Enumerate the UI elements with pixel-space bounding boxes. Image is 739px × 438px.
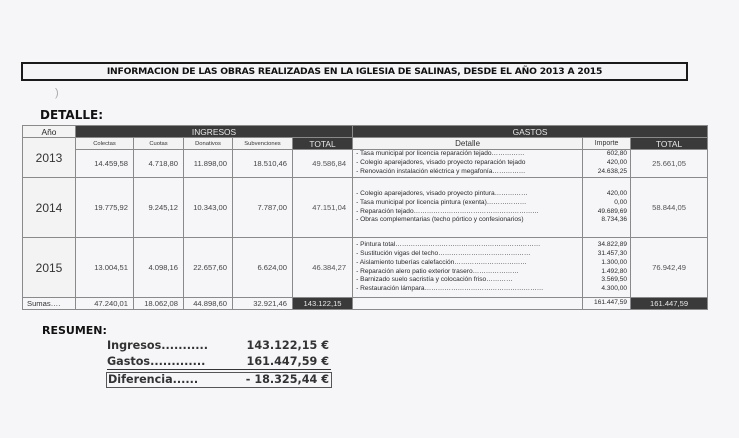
detalle-heading: DETALLE: xyxy=(40,108,103,122)
gasto-importe: 49.689,69 xyxy=(597,207,628,215)
header-cuotas: Cuotas xyxy=(134,138,184,150)
cuotas-cell: 9.245,12 xyxy=(134,178,184,238)
gasto-importe: 8.734,36 xyxy=(601,216,628,224)
ingresos-label: Ingresos........... xyxy=(107,339,208,352)
sumas-total-gastos: 161.447,59 xyxy=(631,298,708,310)
colectas-cell: 19.775,92 xyxy=(76,178,134,238)
sumas-detalle-empty xyxy=(353,298,583,310)
gasto-importe: 420,00 xyxy=(606,159,628,167)
sumas-subvenciones: 32.921,46 xyxy=(233,298,293,310)
donativos-cell: 22.657,60 xyxy=(184,238,233,298)
gasto-item: - Colegio aparejadores, visado proyecto pintura…………… xyxy=(356,190,528,198)
stray-mark: ) xyxy=(55,87,59,99)
gasto-item: - Reparación alero patio exterior trasero………………… xyxy=(356,267,519,275)
gasto-importe: 0,00 xyxy=(614,198,628,206)
gasto-item: - Barnizado suelo sacristía y colocación friso………… xyxy=(356,276,513,284)
gasto-importe: 1.300,00 xyxy=(601,258,628,266)
sumas-cuotas: 18.062,08 xyxy=(134,298,184,310)
diferencia-label: Diferencia...... xyxy=(108,373,199,386)
gastos-importe-cell xyxy=(583,238,631,298)
gasto-item: - Reparación tejado………………………………………………… xyxy=(356,207,539,215)
sumas-total-ingresos: 143.122,15 xyxy=(293,298,353,310)
gasto-importe: 24.638,25 xyxy=(597,167,628,175)
year-cell: 2013 xyxy=(23,138,76,178)
gasto-importe: 1.492,80 xyxy=(601,267,628,275)
donativos-cell: 11.898,00 xyxy=(184,150,233,178)
cuotas-cell: 4.098,16 xyxy=(134,238,184,298)
sumas-colectas: 47.240,01 xyxy=(76,298,134,310)
header-colectas: Colectas xyxy=(76,138,134,150)
gasto-item: - Renovación instalación eléctrica y megafonía…………… xyxy=(356,167,526,175)
document-title: INFORMACION DE LAS OBRAS REALIZADAS EN LA IGLESIA DE SALINAS, DESDE EL AÑO 2013 A 2015 xyxy=(21,62,688,81)
cuotas-cell: 4.718,80 xyxy=(134,150,184,178)
year-cell: 2015 xyxy=(23,238,76,298)
gastos-label: Gastos............. xyxy=(107,355,206,368)
gasto-item: - Aislamiento tuberías calefacción…………………………… xyxy=(356,258,527,266)
header-importe: Importe xyxy=(583,138,631,150)
resumen-gastos xyxy=(107,355,331,370)
ingresos-value: 143.122,15 € xyxy=(246,339,329,352)
table-row xyxy=(23,150,708,178)
year-cell: 2014 xyxy=(23,178,76,238)
total-gastos-cell: 25.661,05 xyxy=(631,150,708,178)
gasto-importe: 3.569,50 xyxy=(601,276,628,284)
gastos-detalle-cell xyxy=(353,150,583,178)
total-ingresos-cell: 47.151,04 xyxy=(293,178,353,238)
gasto-item: - Sustitución vigas del techo…………………………………… xyxy=(356,250,531,258)
gasto-importe: 31.457,30 xyxy=(597,250,628,258)
header-ingresos: INGRESOS xyxy=(76,126,353,138)
header-donativos: Donativos xyxy=(184,138,233,150)
table-row xyxy=(23,178,708,238)
resumen-heading: RESUMEN: xyxy=(42,324,107,337)
gasto-importe: 420,00 xyxy=(606,190,628,198)
donativos-cell: 10.343,00 xyxy=(184,178,233,238)
gastos-detalle-cell xyxy=(353,178,583,238)
header-ano: Año xyxy=(23,126,76,138)
gastos-value: 161.447,59 € xyxy=(246,355,329,368)
header-gastos: GASTOS xyxy=(353,126,708,138)
table-row xyxy=(23,238,708,298)
gasto-item: - Colegio aparejadores, visado proyecto reparación tejado xyxy=(356,159,526,167)
resumen-diferencia xyxy=(106,372,332,388)
diferencia-value: - 18.325,44 € xyxy=(245,373,329,386)
gasto-item: - Restauración lámpara……………………………………………… xyxy=(356,284,544,292)
total-gastos-cell: 58.844,05 xyxy=(631,178,708,238)
gastos-detalle-cell xyxy=(353,238,583,298)
gasto-item: - Obras complementarias (techo pórtico y confesionarios) xyxy=(356,216,524,224)
gastos-importe-cell xyxy=(583,178,631,238)
colectas-cell: 14.459,58 xyxy=(76,150,134,178)
detail-table xyxy=(22,125,708,310)
sumas-row xyxy=(23,298,708,310)
header-subvenciones: Subvenciones xyxy=(233,138,293,150)
header-total-gastos: TOTAL xyxy=(631,138,708,150)
gasto-item: - Tasa municipal por licencia reparación tejado…………… xyxy=(356,150,525,158)
total-gastos-cell: 76.942,49 xyxy=(631,238,708,298)
sumas-label: Sumas…. xyxy=(23,298,76,310)
header-total-ingresos: TOTAL xyxy=(293,138,353,150)
gasto-importe: 34.822,89 xyxy=(597,241,628,249)
sumas-importe: 161.447,59 xyxy=(583,298,631,310)
subvenciones-cell: 6.624,00 xyxy=(233,238,293,298)
header-detalle: Detalle xyxy=(353,138,583,150)
subvenciones-cell: 18.510,46 xyxy=(233,150,293,178)
total-ingresos-cell: 49.586,84 xyxy=(293,150,353,178)
sumas-donativos: 44.898,60 xyxy=(184,298,233,310)
subvenciones-cell: 7.787,00 xyxy=(233,178,293,238)
gasto-importe: 4.300,00 xyxy=(601,284,628,292)
total-ingresos-cell: 46.384,27 xyxy=(293,238,353,298)
resumen-ingresos xyxy=(107,339,331,353)
gasto-item: - Pintura total………………………………………………………… xyxy=(356,241,541,249)
gastos-importe-cell xyxy=(583,150,631,178)
gasto-importe: 602,80 xyxy=(606,150,628,158)
colectas-cell: 13.004,51 xyxy=(76,238,134,298)
gasto-item: - Tasa municipal por licencia pintura (exenta)……………… xyxy=(356,198,527,206)
